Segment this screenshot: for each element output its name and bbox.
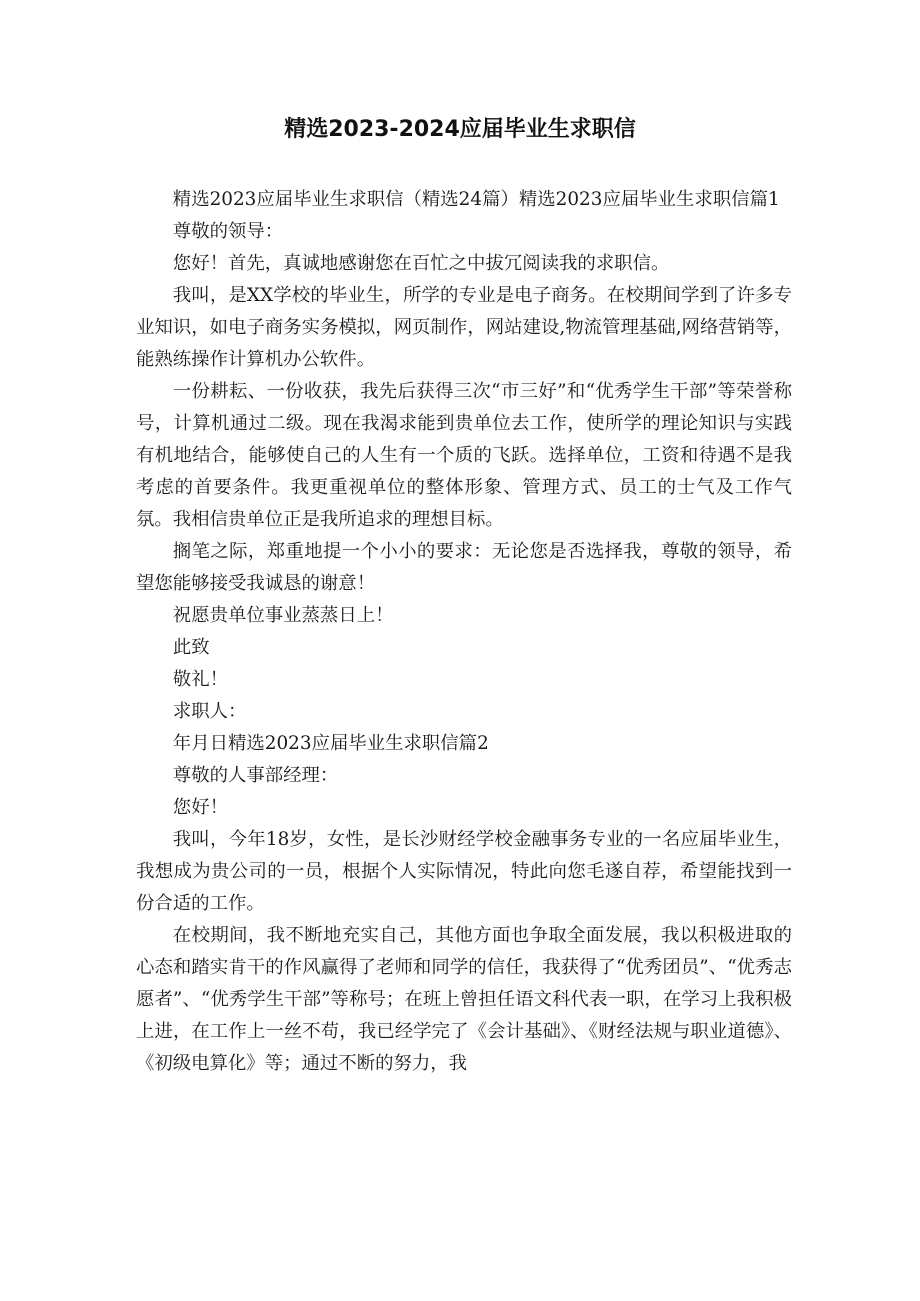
paragraph: 年月日精选2023应届毕业生求职信篇2 (172, 733, 489, 754)
paragraph: 一份耕耘、一份收获，我先后获得三次“市三好”和“优秀学生干部”等荣誉称号，计算机通过二级。现在我渴求能到贵单位去工作，使所学的理论知识与实践有机地结合，能够使自己的人生有一个质的飞跃。选择单位，工资和待遇不是我考虑的首要条件。我更重视单位的整体形象、管理方式、员工的士气及工作气氛。我相信贵单位正是我所追求的理想目标。 (136, 381, 792, 530)
paragraph: 此致 (172, 637, 210, 658)
paragraph: 我叫，是XX学校的毕业生，所学的专业是电子商务。在校期间学到了许多专业知识，如电子商务实务模拟，网页制作，网站建设,物流管理基础,网络营销等，能熟练操作计算机办公软件。 (136, 285, 792, 370)
paragraph: 敬礼！ (172, 669, 228, 690)
paragraph: 您好！ (172, 797, 228, 818)
paragraph: 尊敬的人事部经理： (172, 765, 339, 786)
paragraph: 我叫，今年18岁，女性，是长沙财经学校金融事务专业的一名应届毕业生，我想成为贵公司的一员，根据个人实际情况，特此向您毛遂自荐，希望能找到一份合适的工作。 (136, 829, 792, 914)
paragraph: 您好！首先，真诚地感谢您在百忙之中拔冗阅读我的求职信。 (172, 253, 670, 274)
document-title: 精选2023-2024应届毕业生求职信 (284, 117, 636, 142)
paragraph: 祝愿贵单位事业蒸蒸日上！ (172, 605, 394, 626)
paragraph: 搁笔之际，郑重地提一个小小的要求：无论您是否选择我，尊敬的领导，希望您能够接受我诚恳的谢意！ (136, 541, 792, 594)
paragraph: 精选2023应届毕业生求职信（精选24篇）精选2023应届毕业生求职信篇1 (172, 189, 780, 210)
paragraph: 求职人： (172, 701, 247, 722)
document-body (136, 184, 792, 1080)
paragraph: 在校期间，我不断地充实自己，其他方面也争取全面发展，我以积极进取的心态和踏实肯干的作风赢得了老师和同学的信任，我获得了“优秀团员”、“优秀志愿者”、“优秀学生干部”等称号；在班上曾担任语文科代表一职，在学习上我积极上进，在工作上一丝不苟，我已经学完了《会计基础》、《财经法规与职业道德》、《初级电算化》等；通过不断的努力，我 (136, 925, 792, 1074)
paragraph: 尊敬的领导： (172, 221, 284, 242)
